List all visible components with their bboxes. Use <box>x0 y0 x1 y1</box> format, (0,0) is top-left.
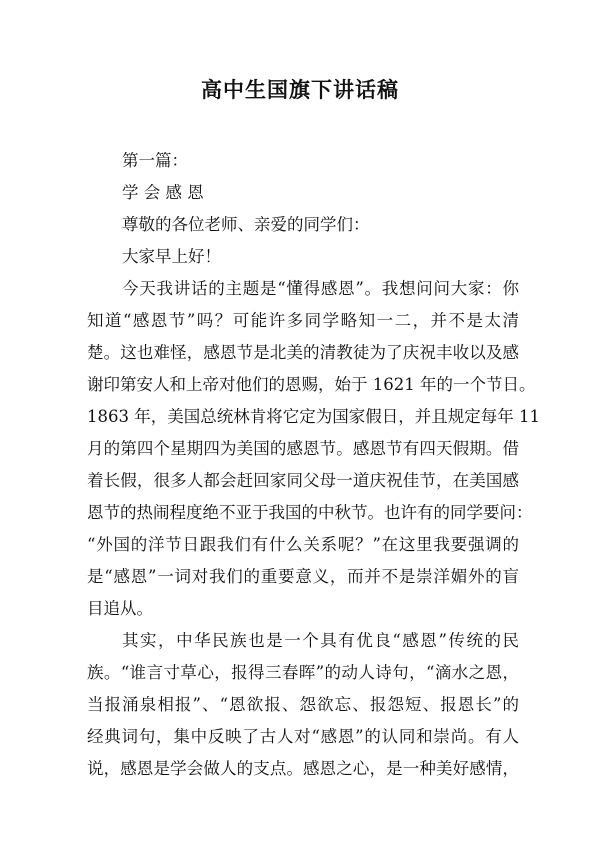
paragraph-line: 是“感恩”一词对我们的重要意义，而并不是崇洋媚外的盲 <box>87 567 519 586</box>
paragraph-line: 谢印第安人和上帝对他们的恩赐，始于 1621 年的一个节日。 <box>87 375 536 394</box>
paragraph-line: 经典词句，集中反映了古人对“感恩”的认同和崇尚。有人 <box>87 727 519 746</box>
paragraph-line: 目追从。 <box>87 599 153 618</box>
paragraph-line: 今天我讲话的主题是“懂得感恩”。我想问问大家：你 <box>122 279 519 298</box>
paragraph-line: 1863 年，美国总统林肯将它定为国家假日，并且规定每年 11 <box>87 407 540 426</box>
paragraph-line: 月的第四个星期四为美国的感恩节。感恩节有四天假期。借 <box>87 439 519 458</box>
section-subheading: 学 会 感 恩 <box>122 183 204 202</box>
document-title: 高中生国旗下讲话稿 <box>201 78 399 102</box>
greeting: 大家早上好！ <box>122 247 221 266</box>
paragraph-line: 知道“感恩节”吗？可能许多同学略知一二，并不是太清 <box>87 311 519 330</box>
salutation: 尊敬的各位老师、亲爱的同学们： <box>122 215 370 234</box>
section-heading: 第一篇： <box>122 151 188 170</box>
paragraph-line: 族。“谁言寸草心，报得三春晖”的动人诗句，“滴水之恩， <box>87 663 519 682</box>
paragraph-line: 着长假，很多人都会赶回家同父母一道庆祝佳节，在美国感 <box>87 471 519 490</box>
paragraph-line: 恩节的热闹程度绝不亚于我国的中秋节。也许有的同学要问： <box>87 503 533 522</box>
paragraph-line: “外国的洋节日跟我们有什么关系呢？”在这里我要强调的 <box>87 535 519 554</box>
paragraph-line: 楚。这也难怪，感恩节是北美的清教徒为了庆祝丰收以及感 <box>87 343 519 362</box>
paragraph-line: 说，感恩是学会做人的支点。感恩之心，是一种美好感情， <box>87 759 519 778</box>
paragraph-line: 其实，中华民族也是一个具有优良“感恩”传统的民 <box>122 631 519 650</box>
paragraph-line: 当报涌泉相报”、“恩欲报、怨欲忘、报怨短、报恩长”的 <box>87 695 519 714</box>
